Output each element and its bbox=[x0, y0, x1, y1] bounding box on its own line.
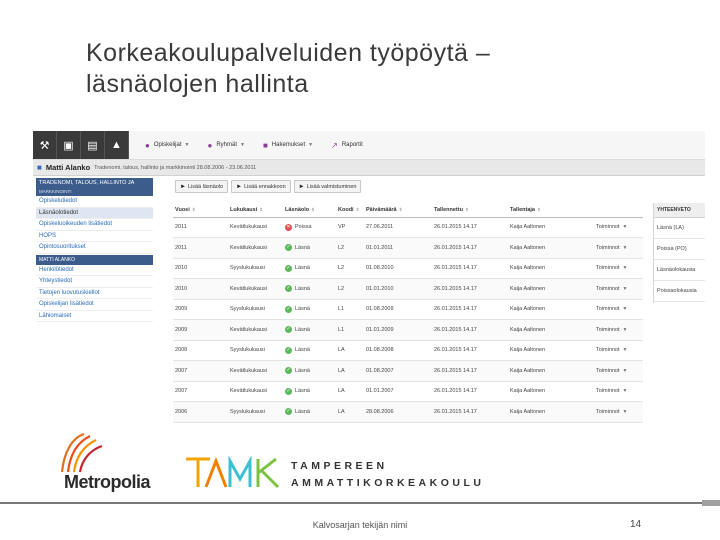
cell-saved: 26.01.2015 14.17 bbox=[432, 217, 508, 238]
actions-dropdown[interactable]: Toiminnot bbox=[596, 367, 620, 374]
cell-actions[interactable] bbox=[594, 340, 643, 361]
cell-term: Kevätlukukausi bbox=[228, 217, 283, 238]
col-year[interactable] bbox=[173, 203, 228, 217]
cell-date: 01.01.2009 bbox=[364, 320, 432, 341]
table-row bbox=[173, 340, 643, 361]
chevron-down-icon: ▼ bbox=[622, 367, 628, 374]
present-status-icon: ✓ bbox=[286, 387, 291, 394]
cell-term: Syyslukukausi bbox=[228, 340, 283, 361]
chevron-down-icon: ▼ bbox=[184, 142, 190, 148]
present-status-icon: ✓ bbox=[286, 305, 291, 312]
metropolia-logo bbox=[52, 432, 162, 494]
cell-code: LA bbox=[336, 402, 364, 423]
sort-icon: ⇕ bbox=[464, 206, 469, 212]
cell-code: VP bbox=[336, 217, 364, 238]
cell-saver: Kaija Aaltonen bbox=[508, 258, 594, 279]
cell-code: LA bbox=[336, 381, 364, 402]
attendance-status bbox=[285, 306, 310, 313]
col-term[interactable] bbox=[228, 203, 283, 217]
metropolia-swirl-icon bbox=[58, 432, 108, 474]
actions-dropdown[interactable]: Toiminnot bbox=[596, 285, 620, 292]
cell-code: LA bbox=[336, 340, 364, 361]
menu-applications-label: Hakemukset bbox=[271, 142, 306, 148]
sidebar-item-contact-info[interactable]: Yhteystiedot bbox=[36, 276, 153, 288]
footer-divider-end bbox=[702, 500, 720, 506]
cell-year: 2009 bbox=[173, 299, 228, 320]
summary-absent-terms: Poissaolokausia bbox=[654, 281, 705, 302]
sidebar-item-student-extra[interactable]: Opiskelijan lisätiedot bbox=[36, 299, 153, 311]
col-date[interactable] bbox=[364, 203, 432, 217]
graduation-cap-icon[interactable]: ▲ bbox=[105, 131, 129, 159]
cell-saver: Kaija Aaltonen bbox=[508, 361, 594, 382]
present-status-icon: ✓ bbox=[286, 326, 291, 333]
col-saver[interactable] bbox=[508, 203, 594, 217]
table-row bbox=[173, 238, 643, 259]
wrench-icon[interactable]: ⚒ bbox=[33, 131, 57, 159]
title-line-2: läsnäolojen hallinta bbox=[86, 70, 309, 98]
actions-dropdown[interactable]: Toiminnot bbox=[596, 244, 620, 251]
cell-code: L2 bbox=[336, 258, 364, 279]
page-number: 14 bbox=[630, 519, 642, 530]
cell-term: Syyslukukausi bbox=[228, 258, 283, 279]
menu-reports[interactable] bbox=[331, 141, 363, 150]
present-status-icon: ✓ bbox=[286, 285, 291, 292]
menu-applications[interactable] bbox=[263, 141, 313, 150]
sidebar-item-study-info[interactable]: Opiskelutiedot bbox=[36, 196, 153, 208]
cell-saved: 26.01.2015 14.17 bbox=[432, 279, 508, 300]
cell-date: 28.08.2006 bbox=[364, 402, 432, 423]
cell-term: Kevätlukukausi bbox=[228, 279, 283, 300]
menu-students[interactable] bbox=[145, 141, 189, 150]
sidebar-section-person: MATTI ALANKO bbox=[36, 255, 153, 265]
col-attendance[interactable] bbox=[283, 203, 336, 217]
actions-dropdown[interactable]: Toiminnot bbox=[596, 306, 620, 313]
absent-status-icon: ✕ bbox=[286, 223, 291, 230]
col-actions bbox=[594, 203, 643, 217]
cell-attendance bbox=[283, 238, 336, 259]
cell-attendance bbox=[283, 217, 336, 238]
cell-actions[interactable] bbox=[594, 279, 643, 300]
chevron-down-icon: ▼ bbox=[622, 265, 628, 272]
chevron-down-icon: ▼ bbox=[622, 388, 628, 395]
footer-author: Kalvosarjan tekijän nimi bbox=[312, 520, 408, 530]
cell-year: 2010 bbox=[173, 279, 228, 300]
cell-year: 2007 bbox=[173, 361, 228, 382]
add-attendance-label: Lisää läsnäolo bbox=[187, 183, 224, 190]
chevron-down-icon: ▼ bbox=[622, 408, 628, 415]
sort-icon: ⇕ bbox=[355, 206, 360, 212]
cell-actions[interactable] bbox=[594, 258, 643, 279]
cell-code: L1 bbox=[336, 299, 364, 320]
attendance-status bbox=[285, 224, 312, 231]
sidebar bbox=[36, 178, 153, 388]
cell-term: Kevätlukukausi bbox=[228, 361, 283, 382]
add-graduation-button[interactable] bbox=[294, 180, 362, 193]
chevron-down-icon: ▼ bbox=[622, 326, 628, 333]
cell-actions[interactable] bbox=[594, 217, 643, 238]
col-saver-label: Tallentaja bbox=[510, 206, 535, 213]
add-advance-button[interactable] bbox=[231, 180, 291, 193]
cell-code: L1 bbox=[336, 320, 364, 341]
sort-icon: ⇕ bbox=[191, 206, 196, 212]
present-status-icon: ✓ bbox=[286, 264, 291, 271]
cell-year: 2011 bbox=[173, 217, 228, 238]
table-row bbox=[173, 279, 643, 300]
table-header-row bbox=[173, 203, 643, 217]
plus-icon: ► bbox=[236, 183, 243, 190]
cell-code: L2 bbox=[336, 238, 364, 259]
summary-present: Läsnä (LA) bbox=[654, 218, 705, 239]
col-attendance-label: Läsnäolo bbox=[285, 206, 310, 213]
book-icon[interactable]: ▤ bbox=[81, 131, 105, 159]
cell-actions[interactable] bbox=[594, 238, 643, 259]
col-year-label: Vuosi bbox=[175, 206, 190, 213]
plus-icon: ► bbox=[298, 183, 305, 190]
cell-saved: 26.01.2015 14.17 bbox=[432, 238, 508, 259]
cell-saved: 26.01.2015 14.17 bbox=[432, 402, 508, 423]
student-user-icon: ■ bbox=[37, 163, 42, 172]
tamk-logo bbox=[184, 455, 485, 495]
attendance-status bbox=[285, 347, 310, 354]
chevron-down-icon: ▼ bbox=[622, 244, 628, 251]
col-date-label: Päivämäärä bbox=[366, 206, 397, 213]
attendance-status bbox=[285, 265, 310, 272]
actions-dropdown[interactable]: Toiminnot bbox=[596, 347, 620, 354]
cell-saver: Kaija Aaltonen bbox=[508, 217, 594, 238]
actions-dropdown[interactable]: Toiminnot bbox=[596, 265, 620, 272]
present-status-icon: ✓ bbox=[286, 244, 291, 251]
col-saved-label: Tallennettu bbox=[434, 206, 463, 213]
summary-absent: Poissa (PO) bbox=[654, 239, 705, 260]
sidebar-item-personal-info[interactable]: Henkilötiedot bbox=[36, 265, 153, 277]
cell-date: 01.08.2008 bbox=[364, 340, 432, 361]
attendance-status bbox=[285, 388, 310, 395]
cell-term: Kevätlukukausi bbox=[228, 320, 283, 341]
table-row bbox=[173, 381, 643, 402]
cell-saved: 26.01.2015 14.17 bbox=[432, 381, 508, 402]
cell-date: 01.01.2010 bbox=[364, 279, 432, 300]
chevron-down-icon: ▼ bbox=[622, 347, 628, 354]
actions-dropdown[interactable]: Toiminnot bbox=[596, 388, 620, 395]
cell-year: 2009 bbox=[173, 320, 228, 341]
table-row bbox=[173, 361, 643, 382]
menu-groups-label: Ryhmät bbox=[216, 142, 237, 148]
summary-title: YHTEENVETO bbox=[654, 203, 705, 218]
sort-icon: ⇕ bbox=[259, 206, 263, 212]
sort-icon: ⇕ bbox=[398, 206, 403, 212]
cell-saver: Kaija Aaltonen bbox=[508, 279, 594, 300]
attendance-label: Läsnä bbox=[295, 408, 310, 415]
present-status-icon: ✓ bbox=[286, 367, 291, 374]
actions-dropdown[interactable]: Toiminnot bbox=[596, 326, 620, 333]
present-status-icon: ✓ bbox=[286, 408, 291, 415]
add-attendance-button[interactable] bbox=[175, 180, 228, 193]
table-row bbox=[173, 402, 643, 423]
attendance-status bbox=[285, 244, 310, 251]
present-status-icon: ✓ bbox=[286, 346, 291, 353]
action-buttons bbox=[175, 180, 364, 193]
tamk-wordmark-icon bbox=[184, 455, 284, 491]
user-icon: ● bbox=[145, 140, 150, 150]
cell-saver: Kaija Aaltonen bbox=[508, 340, 594, 361]
cell-saver: Kaija Aaltonen bbox=[508, 402, 594, 423]
cell-year: 2007 bbox=[173, 381, 228, 402]
cell-attendance bbox=[283, 361, 336, 382]
chevron-down-icon: ▼ bbox=[622, 224, 628, 231]
add-graduation-label: Lisää valmistuminen bbox=[306, 183, 357, 190]
cell-saver: Kaija Aaltonen bbox=[508, 238, 594, 259]
chevron-down-icon: ▼ bbox=[622, 285, 628, 292]
chevron-down-icon: ▼ bbox=[308, 142, 314, 148]
cell-year: 2011 bbox=[173, 238, 228, 259]
menu-groups[interactable] bbox=[207, 141, 244, 150]
cell-year: 2006 bbox=[173, 402, 228, 423]
chevron-down-icon: ▼ bbox=[622, 306, 628, 313]
sort-icon: ⇕ bbox=[536, 206, 541, 212]
sidebar-item-attendance[interactable]: Läsnäolotiedot bbox=[36, 208, 153, 220]
app-screenshot bbox=[33, 131, 705, 415]
footer-divider bbox=[0, 502, 720, 504]
slide-title bbox=[86, 38, 646, 100]
table-row bbox=[173, 217, 643, 238]
cell-attendance bbox=[283, 320, 336, 341]
attendance-label: Läsnä bbox=[295, 306, 310, 313]
plus-icon: ► bbox=[180, 183, 186, 190]
cell-date: 01.01.2011 bbox=[364, 238, 432, 259]
cell-term: Syyslukukausi bbox=[228, 299, 283, 320]
table-row bbox=[173, 320, 643, 341]
cell-date: 27.06.2011 bbox=[364, 217, 432, 238]
student-header bbox=[33, 160, 705, 176]
cell-saved: 26.01.2015 14.17 bbox=[432, 340, 508, 361]
cell-saver: Kaija Aaltonen bbox=[508, 381, 594, 402]
sidebar-section-degree-sub: MARKKINOINTI bbox=[36, 189, 153, 196]
cell-actions[interactable] bbox=[594, 402, 643, 423]
sidebar-item-study-right-extra[interactable]: Opiskeluoikeuden lisätiedot bbox=[36, 219, 153, 231]
table-row bbox=[173, 258, 643, 279]
metropolia-wordmark: Metropolia bbox=[64, 472, 151, 492]
attendance-status bbox=[285, 408, 310, 415]
sidebar-item-credits[interactable]: Opintosuoritukset bbox=[36, 242, 153, 254]
cell-attendance bbox=[283, 279, 336, 300]
tamk-line-1: TAMPEREEN bbox=[291, 460, 388, 472]
cell-term: Kevätlukukausi bbox=[228, 381, 283, 402]
cell-year: 2008 bbox=[173, 340, 228, 361]
cell-actions[interactable] bbox=[594, 381, 643, 402]
tamk-line-2: AMMATTIKORKEAKOULU bbox=[291, 477, 485, 489]
cell-saved: 26.01.2015 14.17 bbox=[432, 258, 508, 279]
col-code-label: Koodi bbox=[338, 206, 354, 213]
cell-attendance bbox=[283, 402, 336, 423]
attendance-label: Läsnä bbox=[295, 367, 310, 374]
col-saved[interactable] bbox=[432, 203, 508, 217]
add-advance-label: Lisää ennakkoon bbox=[244, 183, 286, 190]
main-menu bbox=[145, 131, 381, 159]
cell-attendance bbox=[283, 258, 336, 279]
cell-actions[interactable] bbox=[594, 320, 643, 341]
attendance-status bbox=[285, 367, 310, 374]
top-navbar bbox=[33, 131, 705, 160]
attendance-label: Läsnä bbox=[295, 244, 310, 251]
actions-dropdown[interactable]: Toiminnot bbox=[596, 408, 620, 415]
attendance-label: Läsnä bbox=[295, 347, 310, 354]
cell-term: Syyslukukausi bbox=[228, 402, 283, 423]
title-line-1: Korkeakoulupalveluiden työpöytä – bbox=[86, 39, 491, 67]
attendance-table bbox=[173, 203, 643, 423]
attendance-label: Läsnä bbox=[295, 285, 310, 292]
sidebar-item-disclosure-bans[interactable]: Tietojen luovutuskiellot bbox=[36, 288, 153, 300]
cell-saver: Kaija Aaltonen bbox=[508, 320, 594, 341]
summary-present-terms: Läsnäolokausia bbox=[654, 260, 705, 281]
nav-icon-group bbox=[33, 131, 129, 159]
cell-date: 01.08.2007 bbox=[364, 361, 432, 382]
sort-icon: ⇕ bbox=[311, 206, 315, 212]
cell-saved: 26.01.2015 14.17 bbox=[432, 361, 508, 382]
cell-saver: Kaija Aaltonen bbox=[508, 299, 594, 320]
attendance-status bbox=[285, 326, 310, 333]
cell-attendance bbox=[283, 340, 336, 361]
chart-icon: ↗ bbox=[331, 140, 338, 150]
menu-reports-label: Raportit bbox=[341, 142, 363, 148]
summary-panel bbox=[653, 203, 705, 303]
attendance-label: Poissa bbox=[295, 224, 312, 231]
table-row bbox=[173, 299, 643, 320]
cell-code: L2 bbox=[336, 279, 364, 300]
cell-year: 2010 bbox=[173, 258, 228, 279]
cell-actions[interactable] bbox=[594, 299, 643, 320]
chevron-down-icon: ▼ bbox=[240, 142, 245, 148]
cell-date: 01.08.2010 bbox=[364, 258, 432, 279]
cell-term: Kevätlukukausi bbox=[228, 238, 283, 259]
cell-attendance bbox=[283, 381, 336, 402]
document-icon: ■ bbox=[262, 140, 268, 150]
student-name: Matti Alanko bbox=[45, 163, 91, 172]
student-degree-info: Tradenomi, talous, hallinto ja markkinointi 28.08.2006 - 23.06.2011 bbox=[94, 164, 257, 171]
attendance-status bbox=[285, 285, 310, 292]
cell-saved: 26.01.2015 14.17 bbox=[432, 320, 508, 341]
menu-students-label: Opiskelijat bbox=[153, 142, 182, 148]
cell-actions[interactable] bbox=[594, 361, 643, 382]
cell-saved: 26.01.2015 14.17 bbox=[432, 299, 508, 320]
actions-dropdown[interactable]: Toiminnot bbox=[596, 224, 620, 231]
attendance-label: Läsnä bbox=[295, 326, 310, 333]
attendance-label: Läsnä bbox=[295, 265, 310, 272]
col-code[interactable] bbox=[336, 203, 364, 217]
group-icon: ● bbox=[207, 140, 213, 150]
user-card-icon[interactable]: ▣ bbox=[57, 131, 81, 159]
cell-date: 01.08.2009 bbox=[364, 299, 432, 320]
sidebar-section-degree: TRADENOMI, TALOUS, HALLINTO JA bbox=[36, 178, 153, 189]
col-term-label: Lukukausi bbox=[230, 206, 258, 213]
cell-code: LA bbox=[336, 361, 364, 382]
cell-attendance bbox=[283, 299, 336, 320]
sidebar-item-hops[interactable]: HOPS bbox=[36, 231, 153, 243]
cell-date: 01.01.2007 bbox=[364, 381, 432, 402]
sidebar-item-next-of-kin[interactable]: Lähiomaiset bbox=[36, 311, 153, 323]
attendance-label: Läsnä bbox=[295, 388, 310, 395]
